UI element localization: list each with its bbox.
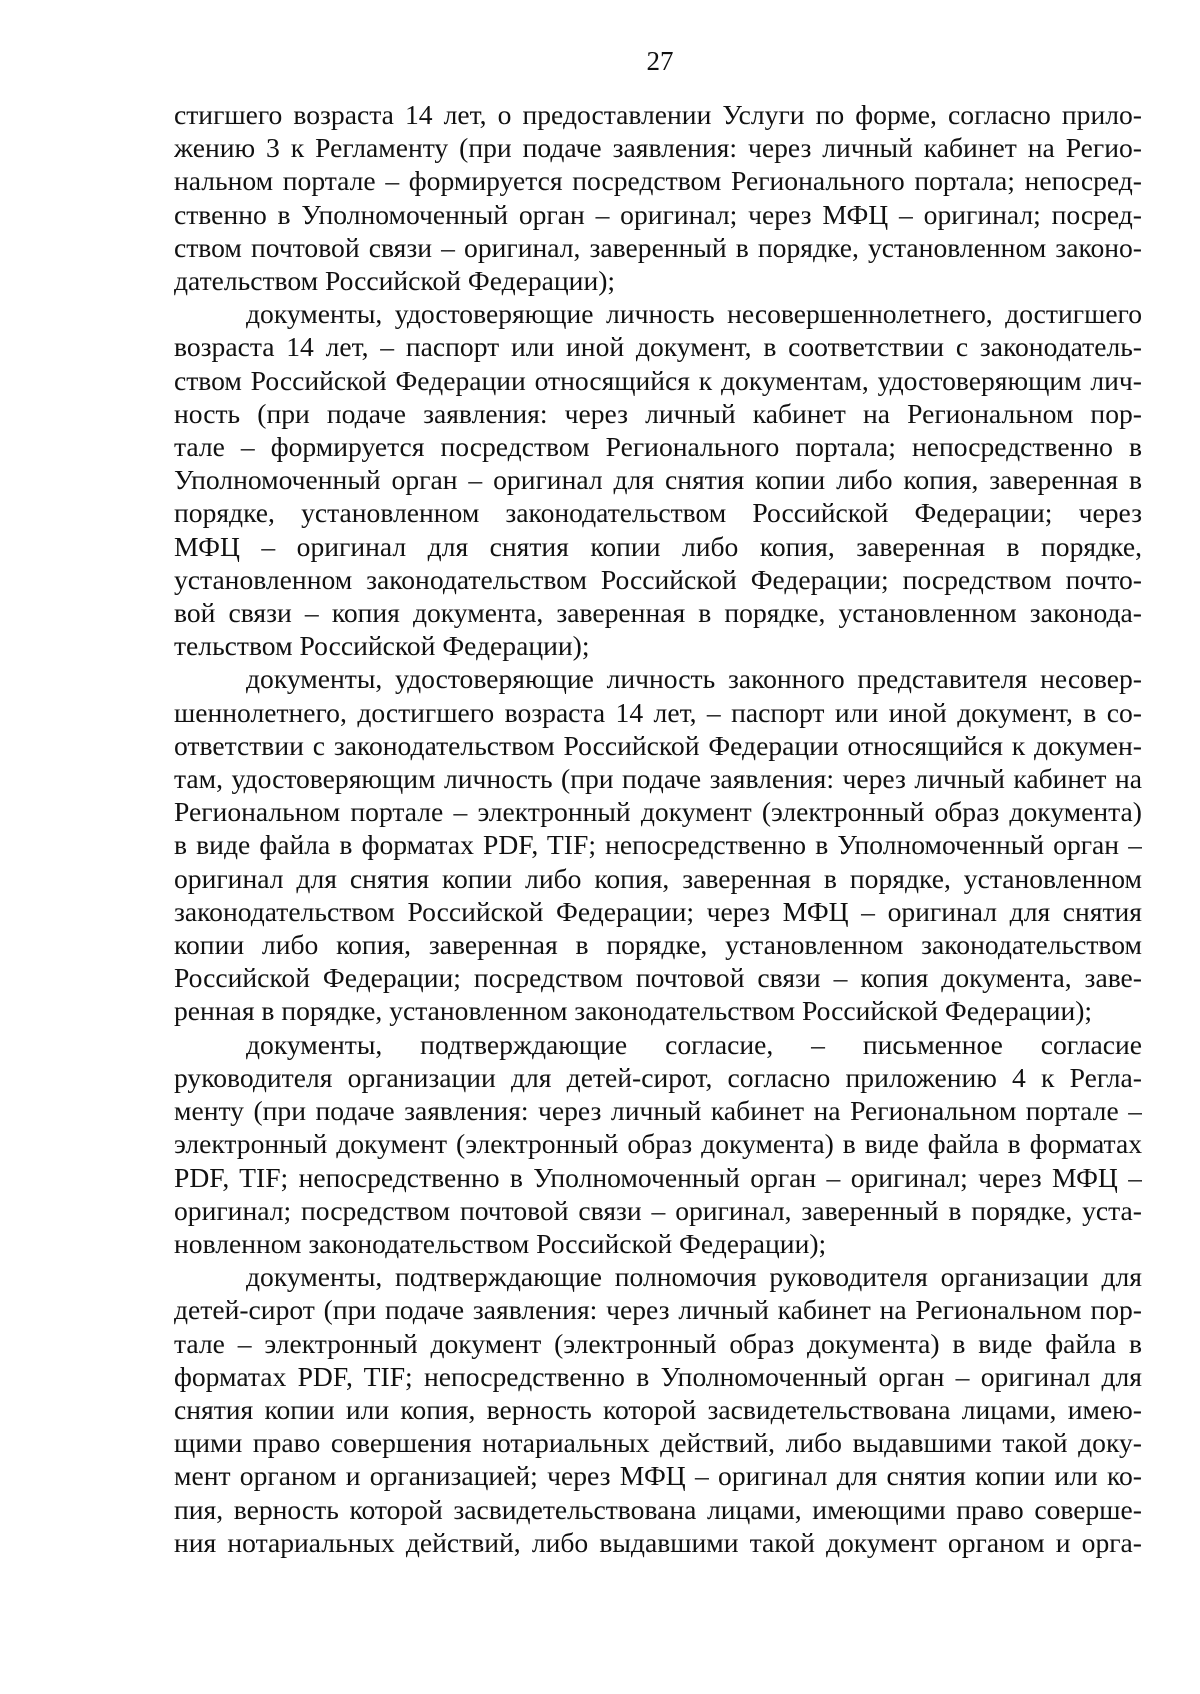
text-line: ственно в Уполномоченный орган – оригинал; через МФЦ – оригинал; посред- xyxy=(174,198,1142,230)
text-line: МФЦ – оригинал для снятия копии либо копия, заверенная в порядке, xyxy=(174,530,1142,562)
text-line: тельством Российской Федерации); xyxy=(174,630,590,662)
text-line: мент органом и организацией; через МФЦ – оригинал для снятия копии или ко- xyxy=(174,1460,1142,1492)
text-line: там, удостоверяющим личность (при подаче заявления: через личный кабинет на xyxy=(174,763,1142,795)
text-line: законодательством Российской Федерации; через МФЦ – оригинал для снятия xyxy=(174,895,1142,927)
text-line: ством Российской Федерации относящийся к документам, удостоверяющим лич- xyxy=(174,364,1142,396)
text-line: пия, верность которой засвидетельствована лицами, имеющими право соверше- xyxy=(174,1493,1142,1525)
text-line: тале – формируется посредством Регионального портала; непосредственно в xyxy=(174,431,1142,463)
text-line: Региональном портале – электронный документ (электронный образ документа) xyxy=(174,796,1142,828)
text-line: новленном законодательством Российской Федерации); xyxy=(174,1227,827,1259)
text-line: нальном портале – формируется посредством Регионального портала; непосред- xyxy=(174,165,1142,197)
text-line: форматах PDF, TIF; непосредственно в Уполномоченный орган – оригинал для xyxy=(174,1360,1142,1392)
text-line: ством почтовой связи – оригинал, заверенный в порядке, установленном законо- xyxy=(174,231,1142,263)
text-line: ответствии с законодательством Российской Федерации относящийся к докумен- xyxy=(174,729,1142,761)
text-line: PDF, TIF; непосредственно в Уполномоченный орган – оригинал; через МФЦ – xyxy=(174,1161,1142,1193)
document-body xyxy=(174,98,1142,1559)
text-line: ность (при подаче заявления: через личный кабинет на Региональном пор- xyxy=(174,397,1142,429)
text-line: установленном законодательством Российской Федерации; посредством почто- xyxy=(174,563,1142,595)
page-number: 27 xyxy=(646,46,674,76)
text-line: стигшего возраста 14 лет, о предоставлении Услуги по форме, согласно прило- xyxy=(174,99,1142,130)
text-line: возраста 14 лет, – паспорт или иной документ, в соответствии с законодатель- xyxy=(174,331,1142,363)
text-line: в виде файла в форматах PDF, TIF; непосредственно в Уполномоченный орган – xyxy=(174,829,1142,861)
text-line: документы, подтверждающие полномочия руководителя организации для xyxy=(246,1261,1142,1293)
text-line: вой связи – копия документа, заверенная в порядке, установленном законода- xyxy=(174,597,1142,629)
text-line: руководителя организации для детей-сирот, согласно приложению 4 к Регла- xyxy=(174,1061,1142,1093)
text-line: порядке, установленном законодательством Российской Федерации; через xyxy=(174,497,1142,529)
text-line: ренная в порядке, установленном законодательством Российской Федерации); xyxy=(174,995,1093,1027)
text-line: документы, подтверждающие согласие, – письменное согласие xyxy=(246,1028,1142,1060)
text-line: оригинал; посредством почтовой связи – оригинал, заверенный в порядке, уста- xyxy=(174,1194,1142,1226)
text-line: документы, удостоверяющие личность несовершеннолетнего, достигшего xyxy=(246,298,1142,330)
text-line: снятия копии или копия, верность которой засвидетельствована лицами, имею- xyxy=(174,1393,1142,1425)
text-line: менту (при подаче заявления: через личный кабинет на Региональном портале – xyxy=(174,1095,1142,1127)
text-line: копии либо копия, заверенная в порядке, установленном законодательством xyxy=(174,929,1142,961)
text-line: шеннолетнего, достигшего возраста 14 лет, – паспорт или иной документ, в со- xyxy=(174,696,1142,728)
text-line: тале – электронный документ (электронный образ документа) в виде файла в xyxy=(174,1327,1142,1359)
text-line: Уполномоченный орган – оригинал для снятия копии либо копия, заверенная в xyxy=(174,464,1142,496)
text-line: электронный документ (электронный образ документа) в виде файла в форматах xyxy=(174,1128,1142,1160)
text-line: жению 3 к Регламенту (при подаче заявления: через личный кабинет на Регио- xyxy=(174,132,1142,164)
text-line: щими право совершения нотариальных действий, либо выдавшими такой доку- xyxy=(174,1427,1142,1459)
text-line: Российской Федерации; посредством почтовой связи – копия документа, заве- xyxy=(174,962,1142,994)
text-line: ния нотариальных действий, либо выдавшими такой документ органом и орга- xyxy=(174,1526,1142,1558)
text-line: оригинал для снятия копии либо копия, заверенная в порядке, установленном xyxy=(174,862,1142,894)
text-line: документы, удостоверяющие личность законного представителя несовер- xyxy=(246,663,1142,695)
text-line: дательством Российской Федерации); xyxy=(174,265,616,297)
text-line: детей-сирот (при подаче заявления: через личный кабинет на Региональном пор- xyxy=(174,1294,1142,1326)
